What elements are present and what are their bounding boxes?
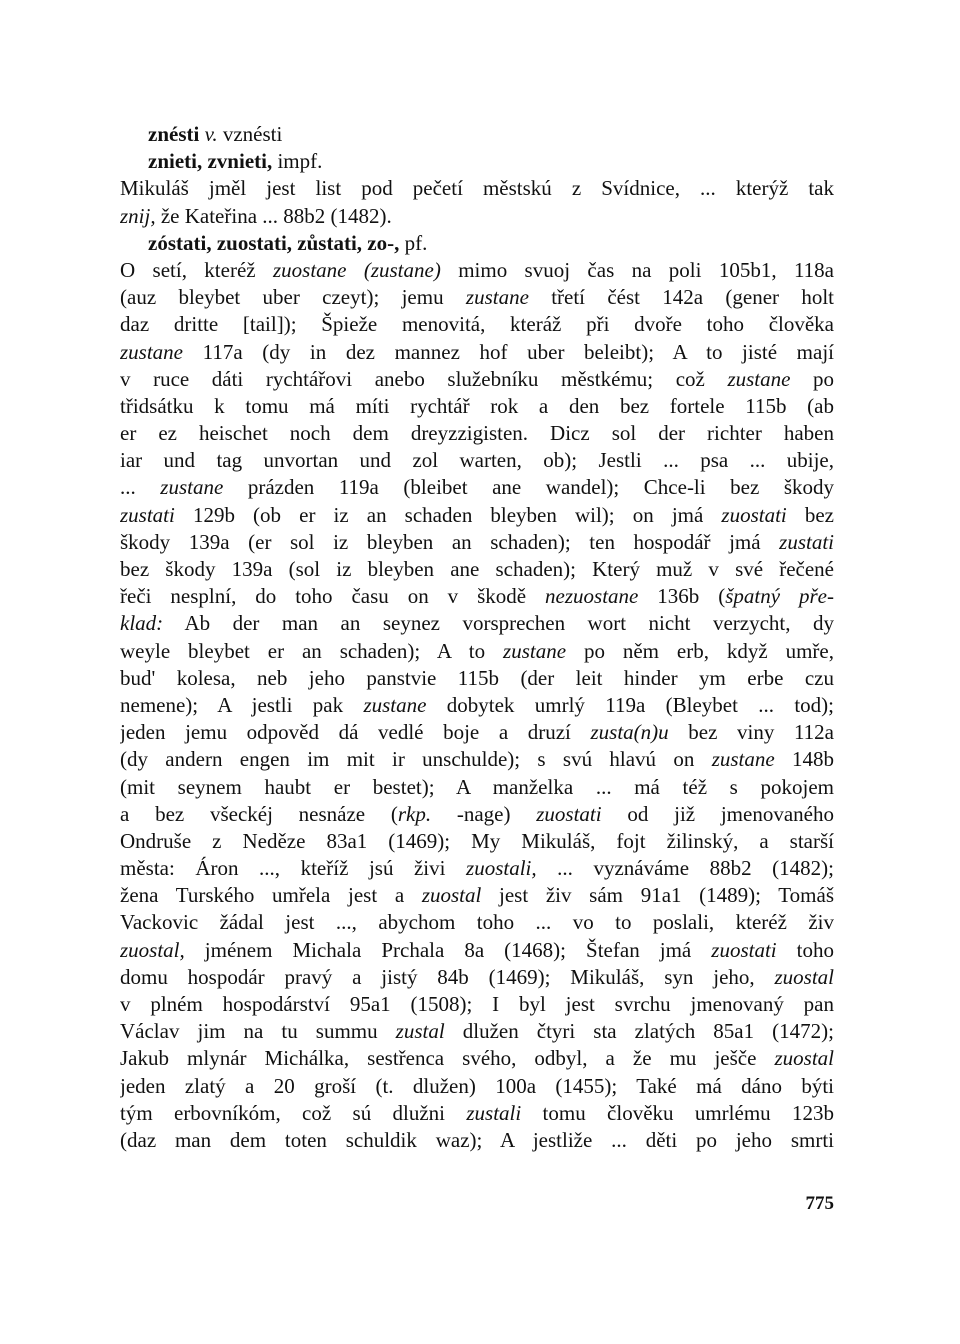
italic-text: zuostati bbox=[536, 801, 602, 826]
text-segment: Václav jim na tu summu bbox=[120, 1019, 396, 1044]
entry-text-line bbox=[120, 1127, 834, 1154]
entry-grammar: v. bbox=[204, 122, 218, 146]
entry-text-line bbox=[120, 529, 834, 556]
entry-text-line bbox=[120, 393, 834, 420]
entry-text-line bbox=[120, 420, 834, 447]
entry-text-line bbox=[120, 175, 834, 202]
text-segment: v plném hospodárství 95a1 (1508); I byl jest svrchu jmenovaný pan bbox=[120, 992, 834, 1016]
text-segment: jeden zlatý a 20 groší (t. dlužen) 100a (1455); Také má dáno býti bbox=[120, 1073, 834, 1098]
text-segment: Mikuláš jměl jest list pod pečetí městskú z Svídnice, ... kterýž tak bbox=[120, 176, 834, 201]
text-segment: bud' kolesa, neb jeho panstvie 115b (der leit hinder ym erbe czu bbox=[120, 665, 834, 690]
text-segment: er ez heischet noch dem dreyzzigisten. Dicz sol der richter haben bbox=[120, 421, 834, 446]
entry-zostati bbox=[120, 230, 834, 257]
text-segment: třetí čést 142a (gener holt bbox=[528, 285, 834, 310]
text-segment: jest živ sám 91a1 (1489); Tomáš bbox=[481, 883, 834, 908]
text-segment: dobytek umrlý 119a (Bleybet ... tod); bbox=[426, 692, 834, 717]
text-segment: bez viny 112a bbox=[668, 720, 834, 745]
italic-text: nezuostane bbox=[545, 584, 639, 609]
entry-text-line bbox=[120, 882, 834, 909]
entry-text-line bbox=[120, 502, 834, 529]
entry-text-line bbox=[120, 583, 834, 610]
italic-text: zuostal bbox=[774, 964, 834, 989]
italic-text: zustali bbox=[466, 1100, 522, 1125]
entry-text-line bbox=[120, 1045, 834, 1072]
text-segment: (dy andern engen im mit ir unschulde); s svú hlavú on bbox=[120, 747, 712, 772]
text-segment: bez bbox=[786, 502, 834, 527]
text-segment: (mit seynem haubt er bestet); A manželka ... má též s pokojem bbox=[120, 774, 834, 799]
italic-text: zustane bbox=[120, 339, 183, 364]
text-segment: Jakub mlynár Michálka, sestřenca svého, odbyl, a že mu ješče bbox=[120, 1046, 775, 1071]
entry-headword: znésti bbox=[148, 122, 200, 146]
text-segment: (auz bleybet uber czeyt); jemu bbox=[120, 285, 466, 310]
italic-text: znij, bbox=[120, 203, 156, 228]
italic-text: zuostal, bbox=[120, 937, 185, 962]
entry-text-line bbox=[120, 692, 834, 719]
entry-text-line bbox=[120, 311, 834, 338]
entry-znieti bbox=[120, 148, 834, 175]
text-segment: Vackovic žádal jest ..., abychom toho ... vo to poslali, kteréž živ bbox=[120, 910, 834, 935]
entry-text-line bbox=[120, 284, 834, 311]
text-segment: Ab der man an seynez vorsprechen wort nicht verzycht, dy bbox=[163, 611, 834, 636]
italic-text: klad: bbox=[120, 611, 164, 636]
entry-text-line bbox=[120, 909, 834, 936]
text-segment: 148b bbox=[774, 747, 834, 772]
entry-text-line bbox=[120, 1100, 834, 1127]
entry-text-line bbox=[120, 828, 834, 855]
italic-text: zustane bbox=[711, 747, 775, 772]
italic-text: zusta(n)u bbox=[590, 720, 669, 745]
entry-text-line bbox=[120, 1073, 834, 1100]
text-segment: třidsátku k tomu má míti rychtář rok a den bez fortele 115b (ab bbox=[120, 393, 834, 418]
text-segment: 117a (dy in dez mannez hof uber beleibt); A to jisté mají bbox=[183, 339, 834, 364]
entry-text-line bbox=[120, 556, 834, 583]
entry-cross-reference: vznésti bbox=[222, 122, 283, 146]
text-segment: 136b ( bbox=[638, 584, 726, 609]
italic-text: zuostali, bbox=[466, 856, 537, 881]
entry-text-line bbox=[120, 257, 834, 284]
text-segment: weyle bleybet er an schaden); A to bbox=[120, 638, 504, 663]
text-segment: ... bbox=[120, 475, 161, 500]
text-segment: daz dritte [tail]); Špieže menovitá, kteráž při dvoře toho člověka bbox=[120, 312, 834, 337]
text-segment: iar und tag unvortan und zol warten, ob); Jestli ... psa ... ubije, bbox=[120, 448, 834, 473]
entry-text-line bbox=[120, 366, 834, 393]
text-segment: -nage) bbox=[431, 801, 537, 826]
entry-text-line bbox=[120, 339, 834, 366]
text-segment: v ruce dáti rychtářovi anebo služebníku městkému; což bbox=[120, 366, 728, 391]
italic-text: zustati bbox=[120, 502, 175, 527]
entry-text-line bbox=[120, 991, 834, 1018]
entry-grammar: pf. bbox=[404, 230, 428, 255]
italic-text: zustane bbox=[160, 475, 224, 500]
text-segment: a bez všeckéj nesnáze ( bbox=[120, 801, 398, 826]
text-segment: po bbox=[790, 366, 834, 391]
text-segment: domu hospodár pravý a jistý 84b (1469); Mikuláš, syn jeho, bbox=[120, 964, 775, 989]
entry-text-line bbox=[120, 1018, 834, 1045]
text-segment: mimo svuoj čas na poli 105b1, 118a bbox=[440, 257, 834, 282]
entry-text-line bbox=[120, 801, 834, 828]
text-segment: žena Turského umřela jest a bbox=[120, 883, 422, 908]
italic-text: zuostane (zustane) bbox=[272, 257, 441, 282]
italic-text: špatný pře- bbox=[725, 584, 834, 609]
text-segment: od již jmenovaného bbox=[601, 801, 834, 826]
text-segment: tomu člověku umrlému 123b bbox=[521, 1100, 834, 1125]
entry-headword: zóstati, zuostati, zůstati, zo-, bbox=[148, 230, 400, 255]
italic-text: rkp. bbox=[397, 801, 432, 826]
text-segment: ... vyznáváme 88b2 (1482); bbox=[536, 856, 834, 881]
italic-text: zustane bbox=[503, 638, 567, 663]
text-segment: O setí, kteréž bbox=[120, 257, 273, 282]
entry-znesti bbox=[120, 121, 834, 148]
page-number: 775 bbox=[805, 1193, 834, 1214]
entry-text-line bbox=[120, 665, 834, 692]
entry-text-line bbox=[120, 746, 834, 773]
italic-text: zustane bbox=[727, 366, 791, 391]
italic-text: zuostal bbox=[421, 883, 482, 908]
italic-text: zuostati bbox=[721, 502, 787, 527]
entry-text-line bbox=[120, 203, 834, 230]
text-segment: města: Áron ..., kteříž jsú živi bbox=[120, 856, 467, 881]
entry-text-line bbox=[120, 964, 834, 991]
text-segment: Ondruše z Neděze 83a1 (1469); My Mikuláš, fojt žilinský, a starší bbox=[120, 828, 834, 853]
text-segment: tým erbovníkóm, což sú dlužni bbox=[120, 1100, 467, 1125]
entry-text-line bbox=[120, 855, 834, 882]
italic-text: zustane bbox=[465, 285, 529, 310]
italic-text: zuostal bbox=[774, 1046, 834, 1071]
italic-text: zustal bbox=[395, 1019, 445, 1044]
entry-text-line bbox=[120, 474, 834, 501]
text-segment: že Kateřina ... 88b2 (1482). bbox=[155, 203, 392, 228]
text-segment: nemene); A jestli pak bbox=[120, 692, 364, 717]
italic-text: zustati bbox=[779, 529, 834, 554]
entry-text-line bbox=[120, 774, 834, 801]
text-segment: řeči nesplní, do toho času on v škodě bbox=[120, 584, 546, 609]
dictionary-page bbox=[120, 121, 834, 1154]
text-segment: 129b (ob er iz an schaden bleyben wil); on jmá bbox=[174, 502, 722, 527]
text-segment: po něm erb, když umře, bbox=[566, 638, 834, 663]
text-segment: toho bbox=[776, 937, 834, 962]
entry-text-line bbox=[120, 937, 834, 964]
italic-text: zustane bbox=[363, 692, 427, 717]
entry-headword: znieti, zvnieti, bbox=[148, 149, 273, 174]
entry-text-line bbox=[120, 610, 834, 637]
text-segment: jeden jemu odpověd dá vedlé boje a druzí bbox=[120, 720, 591, 745]
text-segment: dlužen čtyri sta zlatých 85a1 (1472); bbox=[444, 1019, 834, 1044]
italic-text: zuostati bbox=[711, 937, 777, 962]
entry-grammar: impf. bbox=[277, 149, 323, 174]
entry-text-line bbox=[120, 638, 834, 665]
text-segment: bez škody 139a (sol iz bleyben ane schaden); Který muž v své řečené bbox=[120, 557, 834, 581]
text-segment: škody 139a (er sol iz bleyben an schaden); ten hospodář jmá bbox=[120, 529, 780, 554]
entry-text-line bbox=[120, 719, 834, 746]
text-segment: prázden 119a (bleibet ane wandel); Chce-li bez škody bbox=[223, 475, 834, 500]
text-segment: jménem Michala Prchala 8a (1468); Štefan jmá bbox=[184, 937, 712, 962]
entry-text-line bbox=[120, 447, 834, 474]
text-segment: (daz man dem toten schuldik waz); A jestliže ... děti po jeho smrti bbox=[120, 1127, 834, 1152]
